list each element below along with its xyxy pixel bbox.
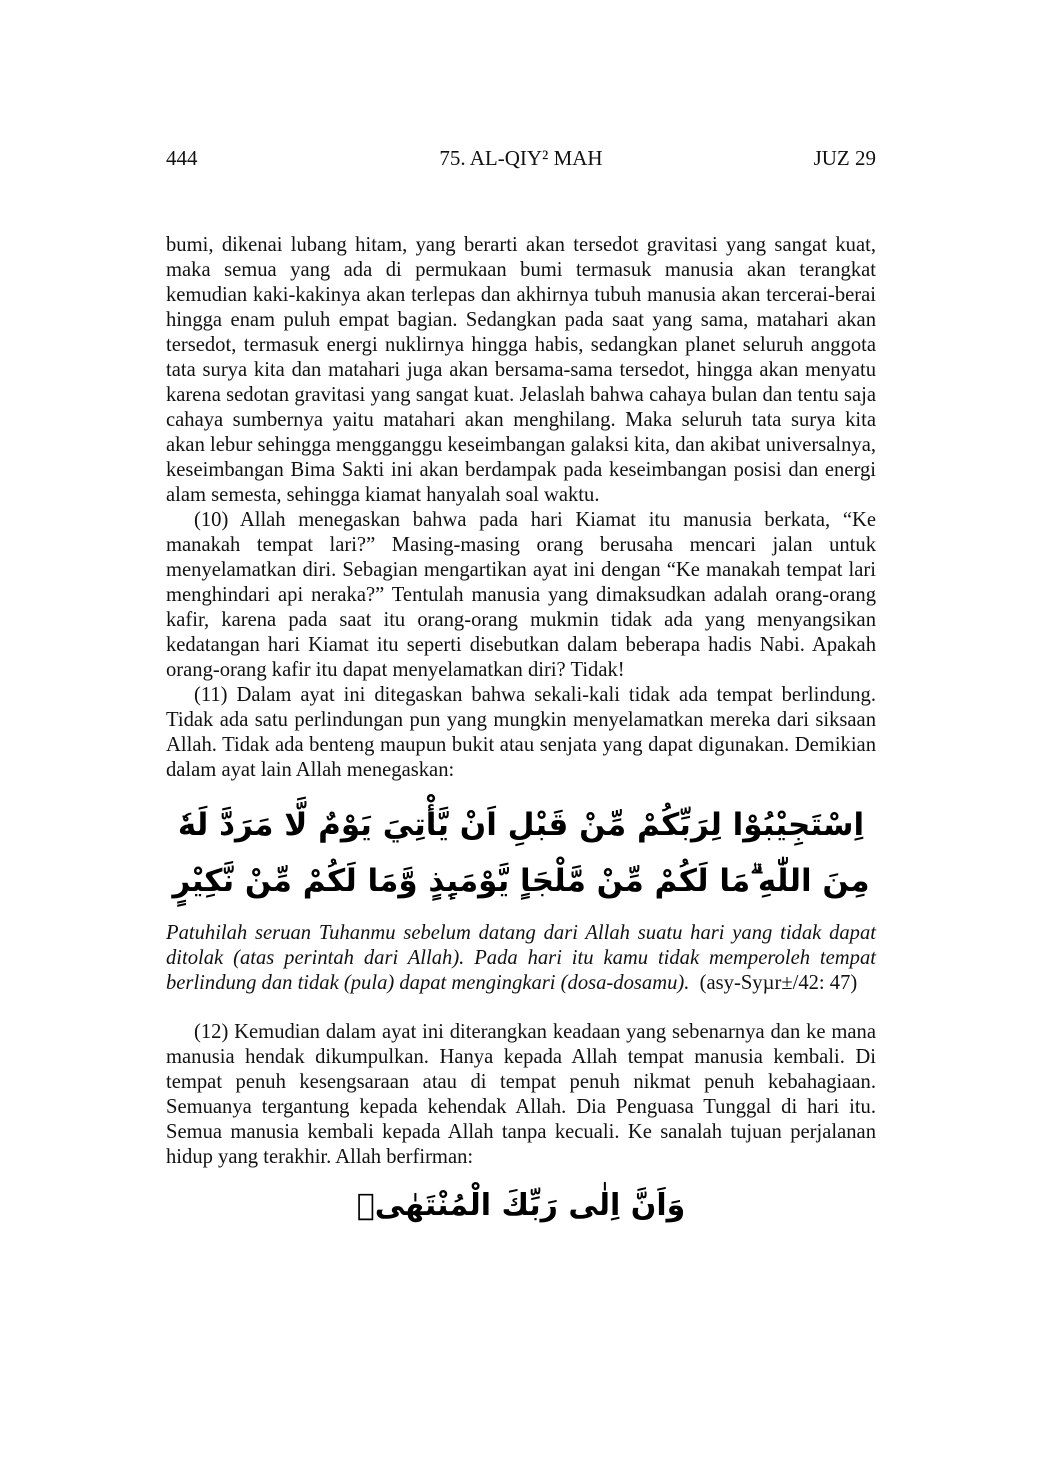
chapter-title: 75. AL-QIY² MAH xyxy=(439,146,603,170)
arabic-verse-al-qiyamah-12: وَاَنَّ اِلٰى رَبِّكَ الْمُنْتَهٰىۙ xyxy=(356,1188,686,1223)
arabic-verse-asy-syura-47: اِسْتَجِيْبُوْا لِرَبِّكُمْ مِّنْ قَبْلِ اَنْ يَّأْتِيَ يَوْمٌ لَّا مَرَدَّ لَهٗ مِنَ اللّٰهِ ۗمَا لَكُمْ مِّنْ مَّلْجَاٍ يَّوْمَىِٕذٍ وَّمَا لَكُمْ مِّنْ نَّكِيْرٍ xyxy=(172,807,870,899)
page-header xyxy=(166,146,876,176)
verse-translation xyxy=(166,921,876,996)
juz-label: JUZ 29 xyxy=(813,146,876,170)
page-number: 444 xyxy=(166,146,198,170)
spacer xyxy=(166,996,876,1020)
paragraph-verse-10: (10) Allah menegaskan bahwa pada hari Kiamat itu manusia berkata, “Ke manakah tempat lari?” Masing-masing orang berusaha mencari jalan untuk menyelamatkan diri. Sebagian mengartikan ayat ini dengan “Ke manakah tempat lari menghindari api neraka?” Tentulah manusia yang dimaksudkan adalah orang-orang kafir, karena pada saat itu orang-orang mukmin tidak ada yang menyangsikan kedatangan hari Kiamat itu seperti disebutkan dalam beberapa hadis Nabi. Apakah orang-orang kafir itu dapat menyelamatkan diri? Tidak! xyxy=(166,509,876,681)
paragraph-continuation: bumi, dikenai lubang hitam, yang berarti akan tersedot gravitasi yang sangat kuat, maka semua yang ada di permukaan bumi termasuk manusia akan terangkat kemudian kaki-kakinya akan terlepas dan akhirnya tubuh manusia akan tercerai-berai hingga enam puluh empat bagian. Sedangkan pada saat yang sama, matahari akan tersedot, termasuk energi nuklirnya hingga habis, sedangkan planet seluruh anggota tata surya kita dan matahari juga akan bersama-sama tersedot, hingga akan menyatu karena sedotan gravitasi yang sangat kuat. Jelaslah bahwa cahaya bulan dan tentu saja cahaya sumbernya yaitu matahari akan menghilang. Maka seluruh tata surya kita akan lebur sehingga mengganggu keseimbangan galaksi kita, dan akibat universalnya, keseimbangan Bima Sakti ini akan berdampak pada keseimbangan posisi dan energi alam semesta, sehingga kiamat hanyalah soal waktu. xyxy=(166,234,876,506)
page-body xyxy=(166,233,876,1234)
paragraph-verse-11: (11) Dalam ayat ini ditegaskan bahwa sekali-kali tidak ada tempat berlindung. Tidak ada satu perlindungan pun yang mungkin menyelamatkan mereka dari siksaan Allah. Tidak ada benteng maupun bukit atau senjata yang dapat digunakan. Demikian dalam ayat lain Allah menegaskan: xyxy=(166,684,876,781)
paragraph-verse-12: (12) Kemudian dalam ayat ini diterangkan keadaan yang sebenarnya dan ke mana manusia hendak dikumpulkan. Hanya kepada Allah tempat manusia kembali. Di tempat penuh kesengsaraan atau di tempat penuh nikmat penuh kebahagiaan. Semuanya tergantung kepada kehendak Allah. Dia Penguasa Tunggal di hari itu. Semua manusia kembali kepada Allah tanpa kecuali. Ke sanalah tujuan perjalanan hidup yang terakhir. Allah berfirman: xyxy=(166,1021,876,1168)
translation-text: Patuhilah seruan Tuhanmu sebelum datang dari Allah suatu hari yang tidak dapat ditolak (atas perintah dari Allah). Pada hari itu kamu tidak memperoleh tempat berlindung dan tidak (pula) dapat mengingkari (dosa-dosamu). xyxy=(166,922,876,994)
verse-reference: (asy-Syµr±/42: 47) xyxy=(699,972,858,994)
